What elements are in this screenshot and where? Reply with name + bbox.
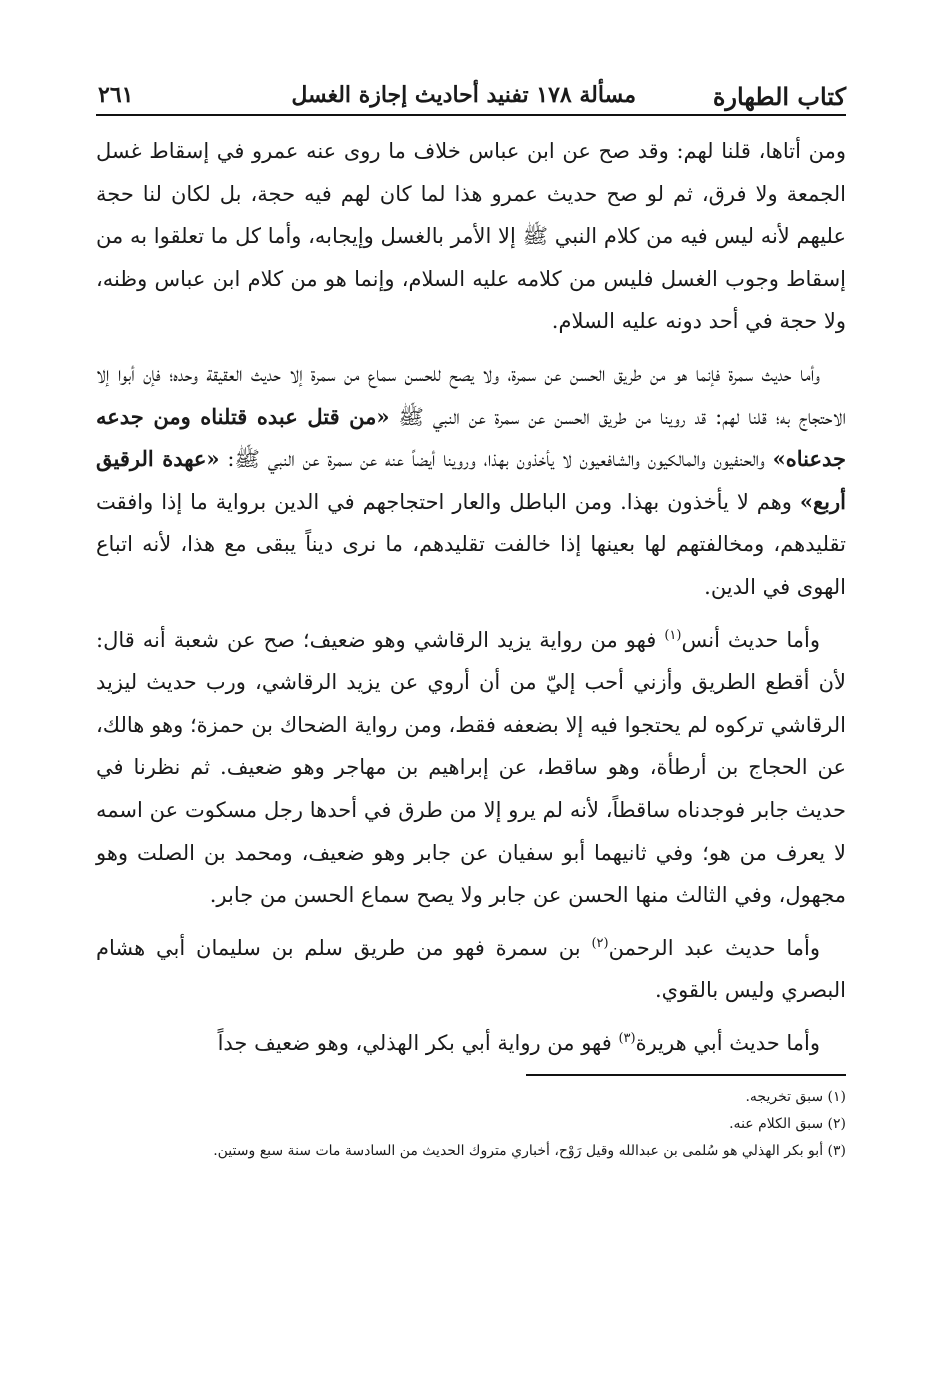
hadith-quote: «عهدة الرقيق أربع» — [96, 446, 846, 514]
paragraph-5: وأما حديث أبي هريرة$^{(٣)}$ فهو من رواية أبي بكر الهذلي، وهو ضعيف جداً — [217, 1030, 820, 1055]
footnote-3: (٣) أبو بكر الهذلي هو سُلمى بن عبدالله وقيل رَوْح، أخباري متروك الحديث من السادسة مات سنة سبع وستين. — [213, 1143, 846, 1160]
page — [96, 70, 846, 1165]
footnote-ref: (١) — [664, 627, 682, 643]
footnotes — [96, 1084, 846, 1165]
issue-title: مسألة ١٧٨ تفنيد أحاديث إجازة الغسل — [291, 82, 636, 108]
footnote-2: (٢) سبق الكلام عنه. — [729, 1116, 846, 1133]
paragraph-3: وأما حديث أنس$^{(١)}$ فهو من رواية يزيد الرقاشي وهو ضعيف؛ صح عن شعبة أنه قال: لأن أقطع الطريق وأزني أحب إليّ من أن أروي عن يزيد الرقاشي، ورب حديث ليزيد الرقاشي تركوه لم يحتجوا فيه إلا بضعفه فقط، ومن رواية الضحاك بن حمزة؛ وهو هالك، عن الحجاج بن أرطأة، وهو ساقط، عن إبراهيم بن مهاجر وهو ضعيف. ثم نظرنا في حديث جابر فوجدناه ساقطاً، لأنه لم يرو إلا من طرق في أحدها رجل مسكوت عن اسمه لا يعرف من هو؛ وفي ثانيهما أبو سفيان عن جابر وهو ضعيف، ومحمد بن الصلت وهو مجهول، وفي الثالث منها الحسن عن جابر ولا يصح سماع الحسن من جابر. — [96, 627, 846, 908]
paragraph-1: ومن أتاها، قلنا لهم: وقد صح عن ابن عباس خلاف ما روى عنه عمرو في إسقاط غسل الجمعة ولا فرق، ثم لو صح حديث عمرو هذا لما كان لهم فيه حجة، بل لكان لنا حجة عليهم لأنه ليس فيه من كلام النبي ﷺ إلا الأمر بالغسل وإيجابه، وأما كل ما تعلقوا به من إسقاط وجوب الغسل فليس من كلامه عليه السلام، وإنما هو من كلام ابن عباس وظنه، ولا حجة في أحد دونه عليه السلام. — [96, 139, 846, 334]
running-header — [96, 70, 846, 116]
footnote-ref: (٢) — [591, 935, 609, 951]
page-number: ٢٦١ — [98, 82, 134, 108]
book-title: كتاب الطهارة — [712, 82, 846, 111]
main-text — [96, 130, 846, 1064]
footnote-divider — [526, 1074, 846, 1076]
footnote-1: (١) سبق تخريجه. — [745, 1089, 846, 1106]
paragraph-4: وأما حديث عبد الرحمن$^{(٢)}$ بن سمرة فهو من طريق سلم بن سليمان أبي هشام البصري وليس بالقوي. — [96, 935, 846, 1003]
paragraph-2: وأما حديث سمرة فإنما هو من طريق الحسن عن سمرة، ولا يصح للحسن سماع من سمرة إلا حديث العقيقة وحده؛ فإن أبوا إلا الاحتجاج به؛ قلنا لهم: قد روينا من طريق الحسن عن سمرة عن النبي ﷺ «من قتل عبده قتلناه ومن جدعه جدعناه» والحنفيون والمالكيون والشافعيون لا يأخذون بهذا، وروينا أيضاً عنه عن سمرة عن النبي ﷺ: «عهدة الرقيق أربع» وهم لا يأخذون بهذا. ومن الباطل والعار احتجاجهم في الدين برواية ما إذا وافقت تقليدهم، ومخالفتهم لها بعينها إذا خالفت تقليدهم، ما نرى ديناً يبقى مع هذا، لأنه اتباع الهوى في الدين. — [96, 361, 846, 599]
hadith-quote: «من قتل عبده قتلناه ومن جدعه جدعناه» — [96, 403, 846, 472]
footnote-ref: (٣) — [618, 1030, 636, 1046]
